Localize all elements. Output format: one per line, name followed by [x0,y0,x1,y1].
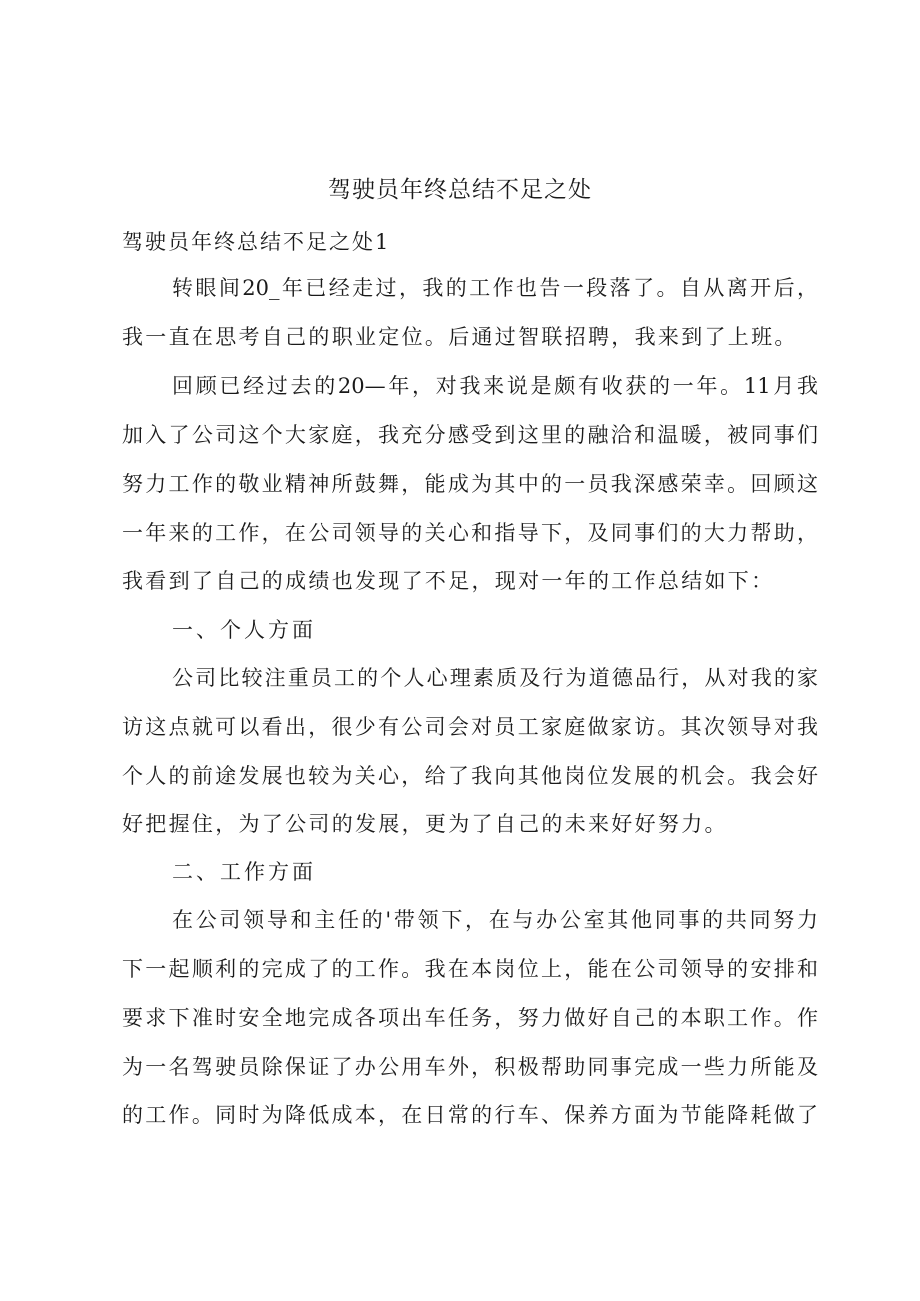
section-2-heading: 二、工作方面 [172,860,316,884]
paragraph-4-line-4: 为一名驾驶员除保证了办公用车外，积极帮助同事完成一些力所能及 [122,1055,818,1079]
paragraph-1-line-2: 我一直在思考自己的职业定位。后通过智联招聘，我来到了上班。 [122,325,798,349]
paragraph-4-line-3: 要求下准时安全地完成各项出车任务，努力做好自己的本职工作。作 [122,1006,818,1030]
paragraph-4-line-2: 下一起顺利的完成了的工作。我在本岗位上，能在公司领导的安排和 [122,957,818,981]
paragraph-4-line-1: 在公司领导和主任的'带领下，在与办公室其他同事的共同努力 [172,908,818,932]
paragraph-3-line-2: 访这点就可以看出，很少有公司会对员工家庭做家访。其次领导对我 [122,715,818,739]
paragraph-2-line-2: 加入了公司这个大家庭，我充分感受到这里的融洽和温暖，被同事们 [122,423,818,447]
paragraph-3-line-1: 公司比较注重员工的个人心理素质及行为道德品行，从对我的家 [172,666,818,690]
paragraph-3-line-4: 好把握住，为了公司的发展，更为了自己的未来好好努力。 [122,812,728,836]
paragraph-2-line-3: 努力工作的敬业精神所鼓舞，能成为其中的一员我深感荣幸。回顾这 [122,472,818,496]
document-subtitle: 驾驶员年终总结不足之处1 [122,230,391,254]
section-1-heading: 一、个人方面 [172,618,316,642]
paragraph-2-line-4: 一年来的工作，在公司领导的关心和指导下，及同事们的大力帮助， [122,521,818,545]
paragraph-4-line-5: 的工作。同时为降低成本，在日常的行车、保养方面为节能降耗做了 [122,1103,818,1127]
document-title: 驾驶员年终总结不足之处 [328,177,592,203]
paragraph-2-line-1: 回顾已经过去的20—年，对我来说是颇有收获的一年。11月我 [172,374,818,398]
paragraph-2-line-5: 我看到了自己的成绩也发现了不足，现对一年的工作总结如下： [122,569,775,593]
paragraph-3-line-3: 个人的前途发展也较为关心，给了我向其他岗位发展的机会。我会好 [122,764,818,788]
paragraph-1-line-1: 转眼间20_年已经走过，我的工作也告一段落了。自从离开后， [172,276,818,300]
